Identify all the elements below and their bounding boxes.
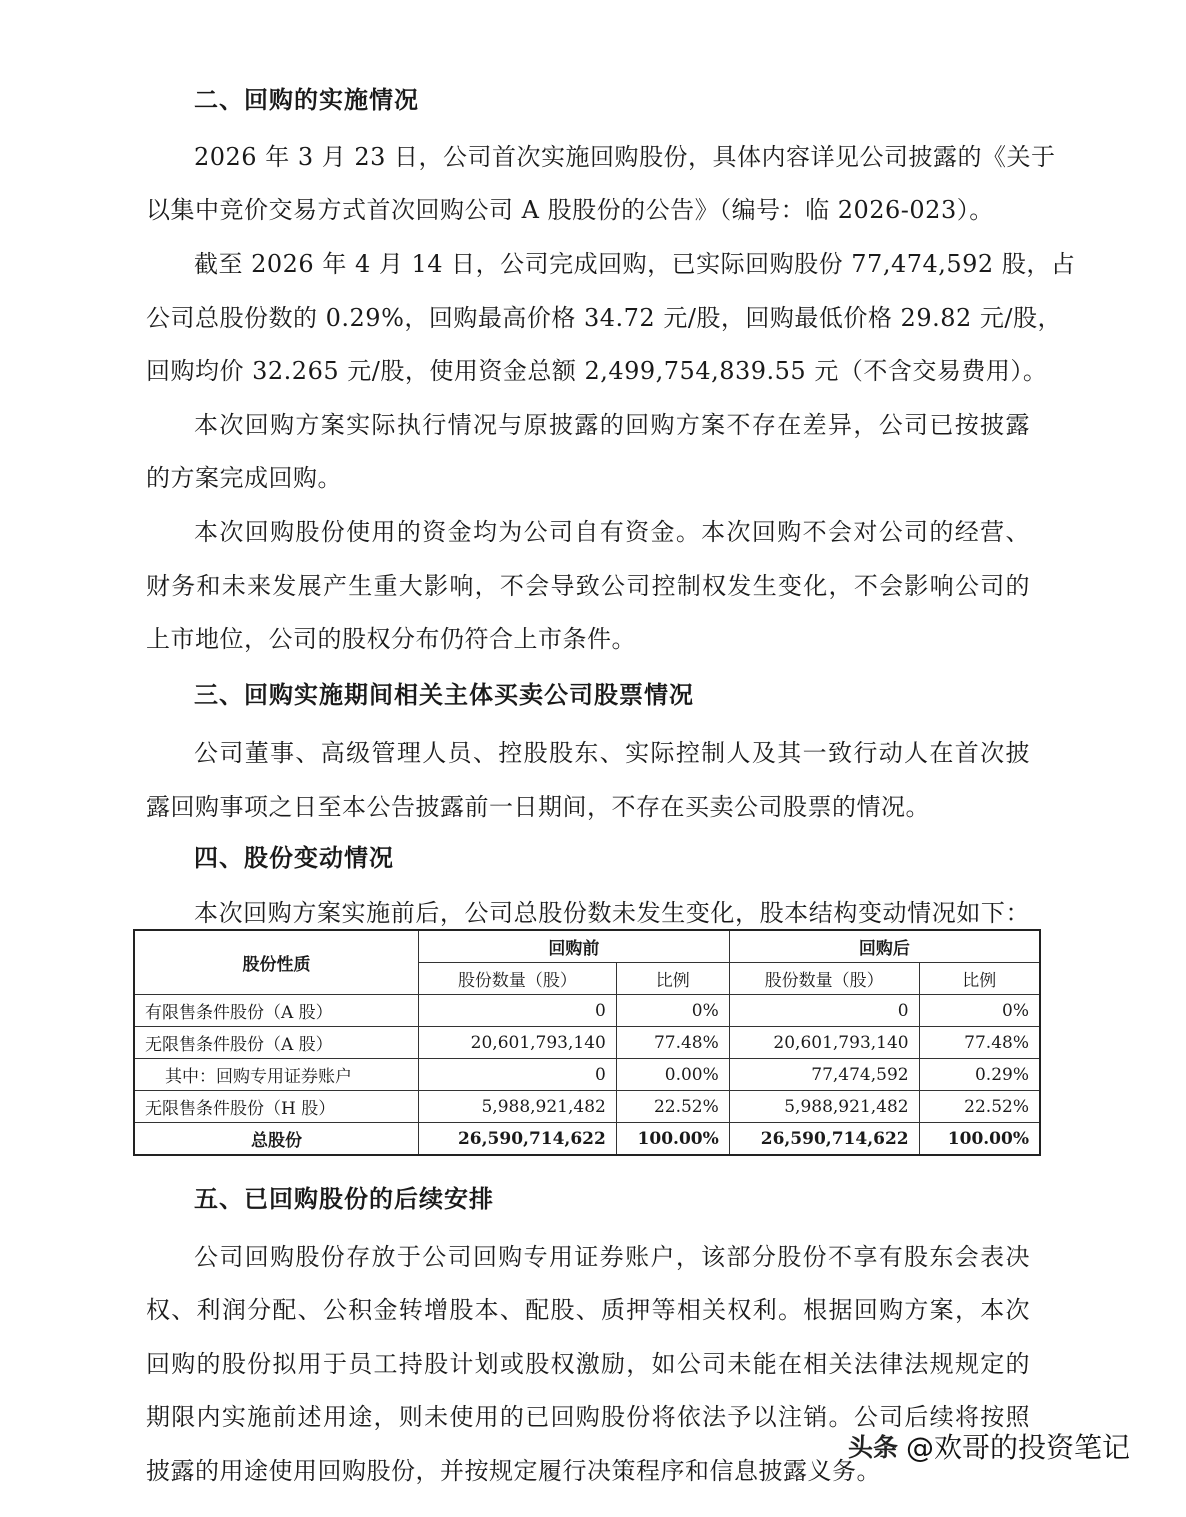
before-qty: 0 <box>419 1059 617 1091</box>
watermark <box>848 1416 1130 1476</box>
row-label: 无限售条件股份（H 股） <box>134 1091 419 1123</box>
before-ratio: 22.52% <box>616 1091 729 1123</box>
section-3-title: 三、回购实施期间相关主体买卖公司股票情况 <box>194 681 694 709</box>
before-ratio: 0.00% <box>616 1059 729 1091</box>
before-qty: 26,590,714,622 <box>419 1123 617 1156</box>
s5-p1-line3: 回购的股份拟用于员工持股计划或股权激励，如公司未能在相关法律法规规定的 <box>146 1350 1030 1378</box>
after-qty: 20,601,793,140 <box>729 1027 919 1059</box>
after-ratio: 0% <box>919 995 1040 1027</box>
s3-p1-line2: 露回购事项之日至本公告披露前一日期间，不存在买卖公司股票的情况。 <box>146 793 930 821</box>
after-qty: 26,590,714,622 <box>729 1123 919 1156</box>
s2-p3-line1: 本次回购方案实际执行情况与原披露的回购方案不存在差异，公司已按披露 <box>194 411 1030 439</box>
table-row <box>134 1027 1040 1059</box>
header-after-qty: 股份数量（股） <box>729 963 919 995</box>
before-ratio: 0% <box>616 995 729 1027</box>
s2-p4-line2: 财务和未来发展产生重大影响，不会导致公司控制权发生变化，不会影响公司的 <box>146 572 1030 600</box>
after-ratio: 22.52% <box>919 1091 1040 1123</box>
section-5-title: 五、已回购股份的后续安排 <box>194 1185 494 1213</box>
row-label: 其中：回购专用证券账户 <box>134 1059 419 1091</box>
after-ratio: 77.48% <box>919 1027 1040 1059</box>
before-qty: 0 <box>419 995 617 1027</box>
table-header-row-1 <box>134 930 1040 963</box>
s2-p4-line1: 本次回购股份使用的资金均为公司自有资金。本次回购不会对公司的经营、 <box>194 518 1030 546</box>
watermark-brand: 头条 <box>848 1433 899 1462</box>
row-label-total: 总股份 <box>134 1123 419 1156</box>
row-label: 有限售条件股份（A 股） <box>134 995 419 1027</box>
after-qty: 77,474,592 <box>729 1059 919 1091</box>
after-qty: 0 <box>729 995 919 1027</box>
s2-p1-line1: 2026 年 3 月 23 日，公司首次实施回购股份，具体内容详见公司披露的《关于 <box>194 143 1056 171</box>
table-row <box>134 995 1040 1027</box>
s5-p1-line1: 公司回购股份存放于公司回购专用证券账户，该部分股份不享有股东会表决 <box>194 1243 1030 1271</box>
after-ratio: 0.29% <box>919 1059 1040 1091</box>
s2-p2-line3: 回购均价 32.265 元/股，使用资金总额 2,499,754,839.55 元（不含交易费用）。 <box>146 357 1048 385</box>
header-before-qty: 股份数量（股） <box>419 963 617 995</box>
watermark-handle: @欢哥的投资笔记 <box>906 1431 1131 1464</box>
s2-p2-line1: 截至 2026 年 4 月 14 日，公司完成回购，已实际回购股份 77,474,592 股，占 <box>194 250 1076 278</box>
s3-p1-line1: 公司董事、高级管理人员、控股股东、实际控制人及其一致行动人在首次披 <box>194 739 1030 767</box>
header-after: 回购后 <box>729 930 1040 963</box>
s5-p1-line5: 披露的用途使用回购股份，并按规定履行决策程序和信息披露义务。 <box>146 1457 881 1485</box>
share-structure-table <box>133 929 1041 1156</box>
s5-p1-line4: 期限内实施前述用途，则未使用的已回购股份将依法予以注销。公司后续将按照 <box>146 1403 1030 1431</box>
header-after-ratio: 比例 <box>919 963 1040 995</box>
section-2-title: 二、回购的实施情况 <box>194 86 419 114</box>
s2-p3-line2: 的方案完成回购。 <box>146 464 342 492</box>
after-qty: 5,988,921,482 <box>729 1091 919 1123</box>
table-row <box>134 1091 1040 1123</box>
s5-p1-line2: 权、利润分配、公积金转增股本、配股、质押等相关权利。根据回购方案，本次 <box>146 1296 1030 1324</box>
header-share-nature: 股份性质 <box>134 930 419 995</box>
header-before-ratio: 比例 <box>616 963 729 995</box>
section-4-title: 四、股份变动情况 <box>194 844 394 872</box>
s2-p4-line3: 上市地位，公司的股权分布仍符合上市条件。 <box>146 625 636 653</box>
s2-p1-line2: 以集中竞价交易方式首次回购公司 A 股股份的公告》（编号：临 2026-023）。 <box>146 196 994 224</box>
after-ratio: 100.00% <box>919 1123 1040 1156</box>
before-ratio: 77.48% <box>616 1027 729 1059</box>
header-before: 回购前 <box>419 930 730 963</box>
before-ratio: 100.00% <box>616 1123 729 1156</box>
table-row <box>134 1059 1040 1091</box>
s4-p1: 本次回购方案实施前后，公司总股份数未发生变化，股本结构变动情况如下： <box>194 899 1030 927</box>
row-label: 无限售条件股份（A 股） <box>134 1027 419 1059</box>
table-total-row <box>134 1123 1040 1156</box>
before-qty: 5,988,921,482 <box>419 1091 617 1123</box>
s2-p2-line2: 公司总股份数的 0.29%，回购最高价格 34.72 元/股，回购最低价格 29.82 元/股， <box>146 304 1062 332</box>
before-qty: 20,601,793,140 <box>419 1027 617 1059</box>
